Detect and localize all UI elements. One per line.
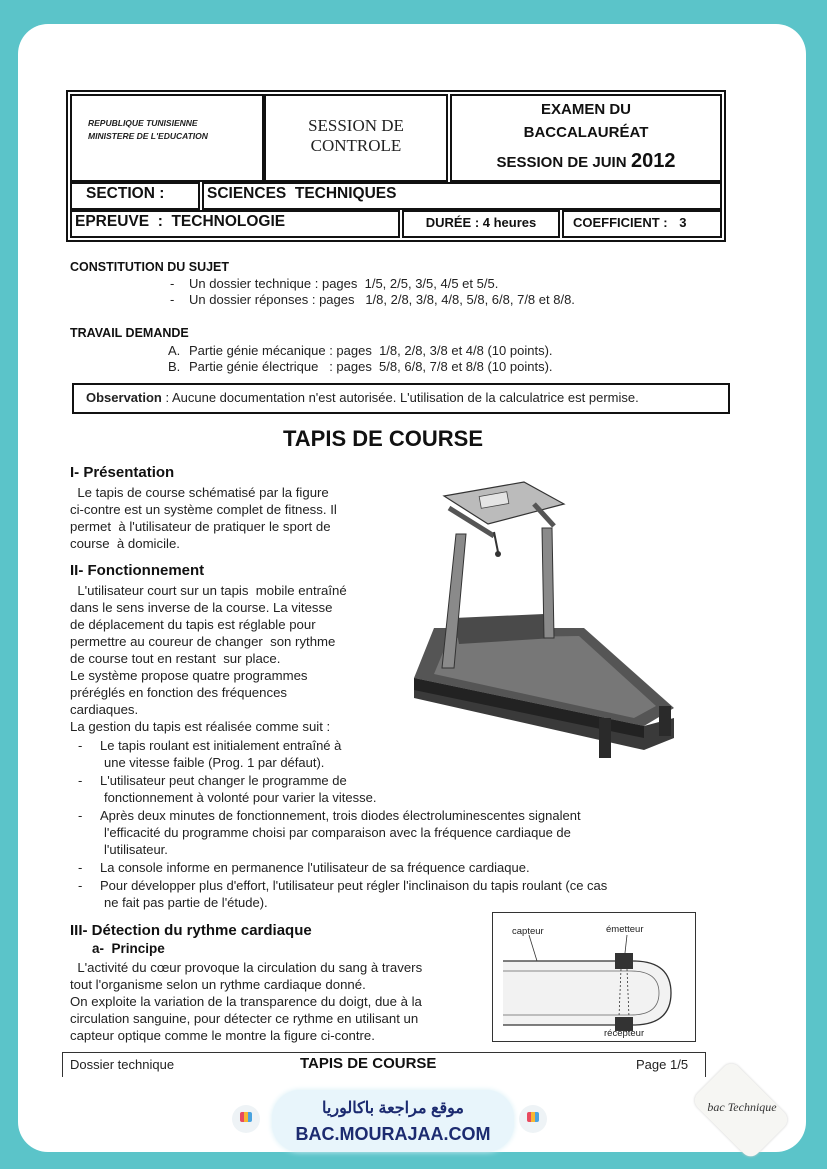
- treadmill-upright-right: [542, 528, 554, 638]
- section1-line-1: Le tapis de course schématisé par la figure: [70, 485, 329, 500]
- main-title: TAPIS DE COURSE: [282, 426, 484, 451]
- stamp-text: bac Technique: [707, 1100, 777, 1114]
- section3-title: III- Détection du rythme cardiaque: [70, 922, 312, 939]
- observation-label: Observation: [86, 390, 162, 405]
- section3-line-2: tout l'organisme selon un rythme cardiaque donné.: [70, 977, 366, 992]
- coef-line: [573, 215, 686, 230]
- footer-left: Dossier technique: [70, 1057, 175, 1072]
- section1-line-4: course à domicile.: [70, 536, 180, 551]
- section2-line-9: La gestion du tapis est réalisée comme suit :: [70, 719, 331, 734]
- section2-line-3: de déplacement du tapis est réglable pour: [70, 617, 316, 632]
- constitution-bullet-1: -: [170, 276, 175, 291]
- banner-arabic: موقع مراجعة باكالوريا: [322, 1100, 464, 1117]
- bullet-2-l2: fonctionnement à volonté pour varier la vitesse.: [104, 790, 377, 805]
- bullet-3-l1: Après deux minutes de fonctionnement, trois diodes électroluminescentes signalent: [100, 808, 581, 823]
- finger-shape: [503, 961, 671, 1025]
- bullet-5-l1: Pour développer plus d'effort, l'utilisateur peut régler l'inclinaison du tapis roulant (ce cas: [100, 878, 608, 893]
- section3-line-4: circulation sanguine, pour détecter ce rythme en utilisant un: [70, 1011, 419, 1026]
- bullet-2-l1: L'utilisateur peut changer le programme de: [100, 773, 347, 788]
- ministry-text: MINISTERE DE L'EDUCATION: [88, 131, 208, 141]
- duree-text: DURÉE : 4 heures: [425, 215, 537, 230]
- bullet-1-l1: Le tapis roulant est initialement entraîné à: [100, 738, 342, 753]
- footer-center: TAPIS DE COURSE: [300, 1055, 437, 1072]
- section2-line-1: L'utilisateur court sur un tapis mobile entraîné: [70, 583, 347, 598]
- section1-line-3: permet à l'utilisateur de pratiquer le sport de: [70, 519, 331, 534]
- logo-left-mark: [240, 1112, 252, 1122]
- bullet-5-l2: ne fait pas partie de l'étude).: [104, 895, 268, 910]
- section1-line-2: ci-contre est un système complet de fitness. Il: [70, 502, 337, 517]
- banner-site[interactable]: BAC.MOURAJAA.COM: [295, 1124, 491, 1144]
- bullet-1-l2: une vitesse faible (Prog. 1 par défaut).: [104, 755, 325, 770]
- treadmill-safety-clip: [495, 551, 501, 557]
- section1-title: I- Présentation: [70, 464, 175, 481]
- section3-line-1: L'activité du cœur provoque la circulation du sang à travers: [70, 960, 423, 975]
- session-type-line1: SESSION DE: [308, 116, 404, 135]
- constitution-bullet-2: -: [170, 292, 175, 307]
- observation-text: : Aucune documentation n'est autorisée. L'utilisation de la calculatrice est permise.: [161, 390, 639, 405]
- section2-line-5: de course tout en restant sur place.: [70, 651, 281, 666]
- exam-year: 2012: [631, 150, 676, 172]
- section3-line-5: capteur optique comme le montre la figure ci-contre.: [70, 1028, 375, 1043]
- emitter-block: [615, 953, 633, 969]
- travail-item-b: Partie génie électrique : pages 5/8, 6/8, 7/8 et 8/8 (10 points).: [189, 359, 553, 374]
- bullet-dash-5: -: [78, 878, 83, 893]
- bullet-dash-3: -: [78, 808, 83, 823]
- epreuve-label: EPREUVE : TECHNOLOGIE: [75, 213, 286, 230]
- travail-item-a: Partie génie mécanique : pages 1/8, 2/8, 3/8 et 4/8 (10 points).: [189, 343, 553, 358]
- section2-line-8: cardiaques.: [70, 702, 139, 717]
- capteur-pointer: [529, 935, 537, 961]
- exam-line3: SESSION DE JUIN: [496, 154, 627, 171]
- constitution-item-1: Un dossier technique : pages 1/5, 2/5, 3/5, 4/5 et 5/5.: [189, 276, 499, 291]
- section-value: SCIENCES TECHNIQUES: [207, 185, 397, 202]
- section2-line-7: préréglés en fonction des fréquences: [70, 685, 288, 700]
- label-capteur: capteur: [512, 926, 544, 937]
- treadmill-safety-cord: [494, 532, 498, 552]
- section2-line-4: permettre au coureur de changer son rythme: [70, 634, 336, 649]
- logo-right-mark: [527, 1112, 539, 1122]
- republic-text: REPUBLIQUE TUNISIENNE: [88, 118, 198, 128]
- observation-line: [86, 390, 639, 406]
- label-recepteur: récepteur: [604, 1028, 645, 1039]
- session-type-line2: CONTROLE: [310, 136, 402, 155]
- treadmill-leg-front: [599, 718, 611, 758]
- coef-value: 3: [679, 215, 687, 230]
- constitution-title: CONSTITUTION DU SUJET: [70, 260, 230, 274]
- section3-line-3: On exploite la variation de la transparence du doigt, due à la: [70, 994, 422, 1009]
- travail-bullet-a: A.: [168, 343, 181, 358]
- constitution-item-2: Un dossier réponses : pages 1/8, 2/8, 3/8, 4/8, 5/8, 6/8, 7/8 et 8/8.: [189, 292, 575, 307]
- bullet-3-l2: l'efficacité du programme choisi par comparaison avec la fréquence cardiaque de: [104, 825, 571, 840]
- exam-line1: EXAMEN DU: [540, 101, 631, 118]
- bullet-dash-2: -: [78, 773, 83, 788]
- bullet-4-l1: La console informe en permanence l'utilisateur de sa fréquence cardiaque.: [100, 860, 530, 875]
- label-emetteur: émetteur: [606, 924, 644, 935]
- section3-subtitle: a- Principe: [92, 941, 165, 956]
- bullet-3-l3: l'utilisateur.: [104, 842, 168, 857]
- travail-bullet-b: B.: [168, 359, 181, 374]
- treadmill-figure: [394, 468, 694, 788]
- travail-title: TRAVAIL DEMANDE: [70, 326, 189, 340]
- exam-session-line: [450, 150, 722, 173]
- emetteur-pointer: [625, 935, 627, 953]
- section2-title: II- Fonctionnement: [70, 562, 205, 579]
- footer-right: Page 1/5: [636, 1057, 689, 1072]
- section2-line-6: Le système propose quatre programmes: [70, 668, 308, 683]
- exam-line2: BACCALAURÉAT: [523, 124, 649, 141]
- bullet-dash-1: -: [78, 738, 83, 753]
- treadmill-leg-back: [659, 706, 671, 736]
- bullet-dash-4: -: [78, 860, 83, 875]
- section-label: SECTION :: [86, 185, 165, 202]
- coef-label: COEFFICIENT :: [573, 215, 668, 230]
- section2-line-2: dans le sens inverse de la course. La vitesse: [70, 600, 333, 615]
